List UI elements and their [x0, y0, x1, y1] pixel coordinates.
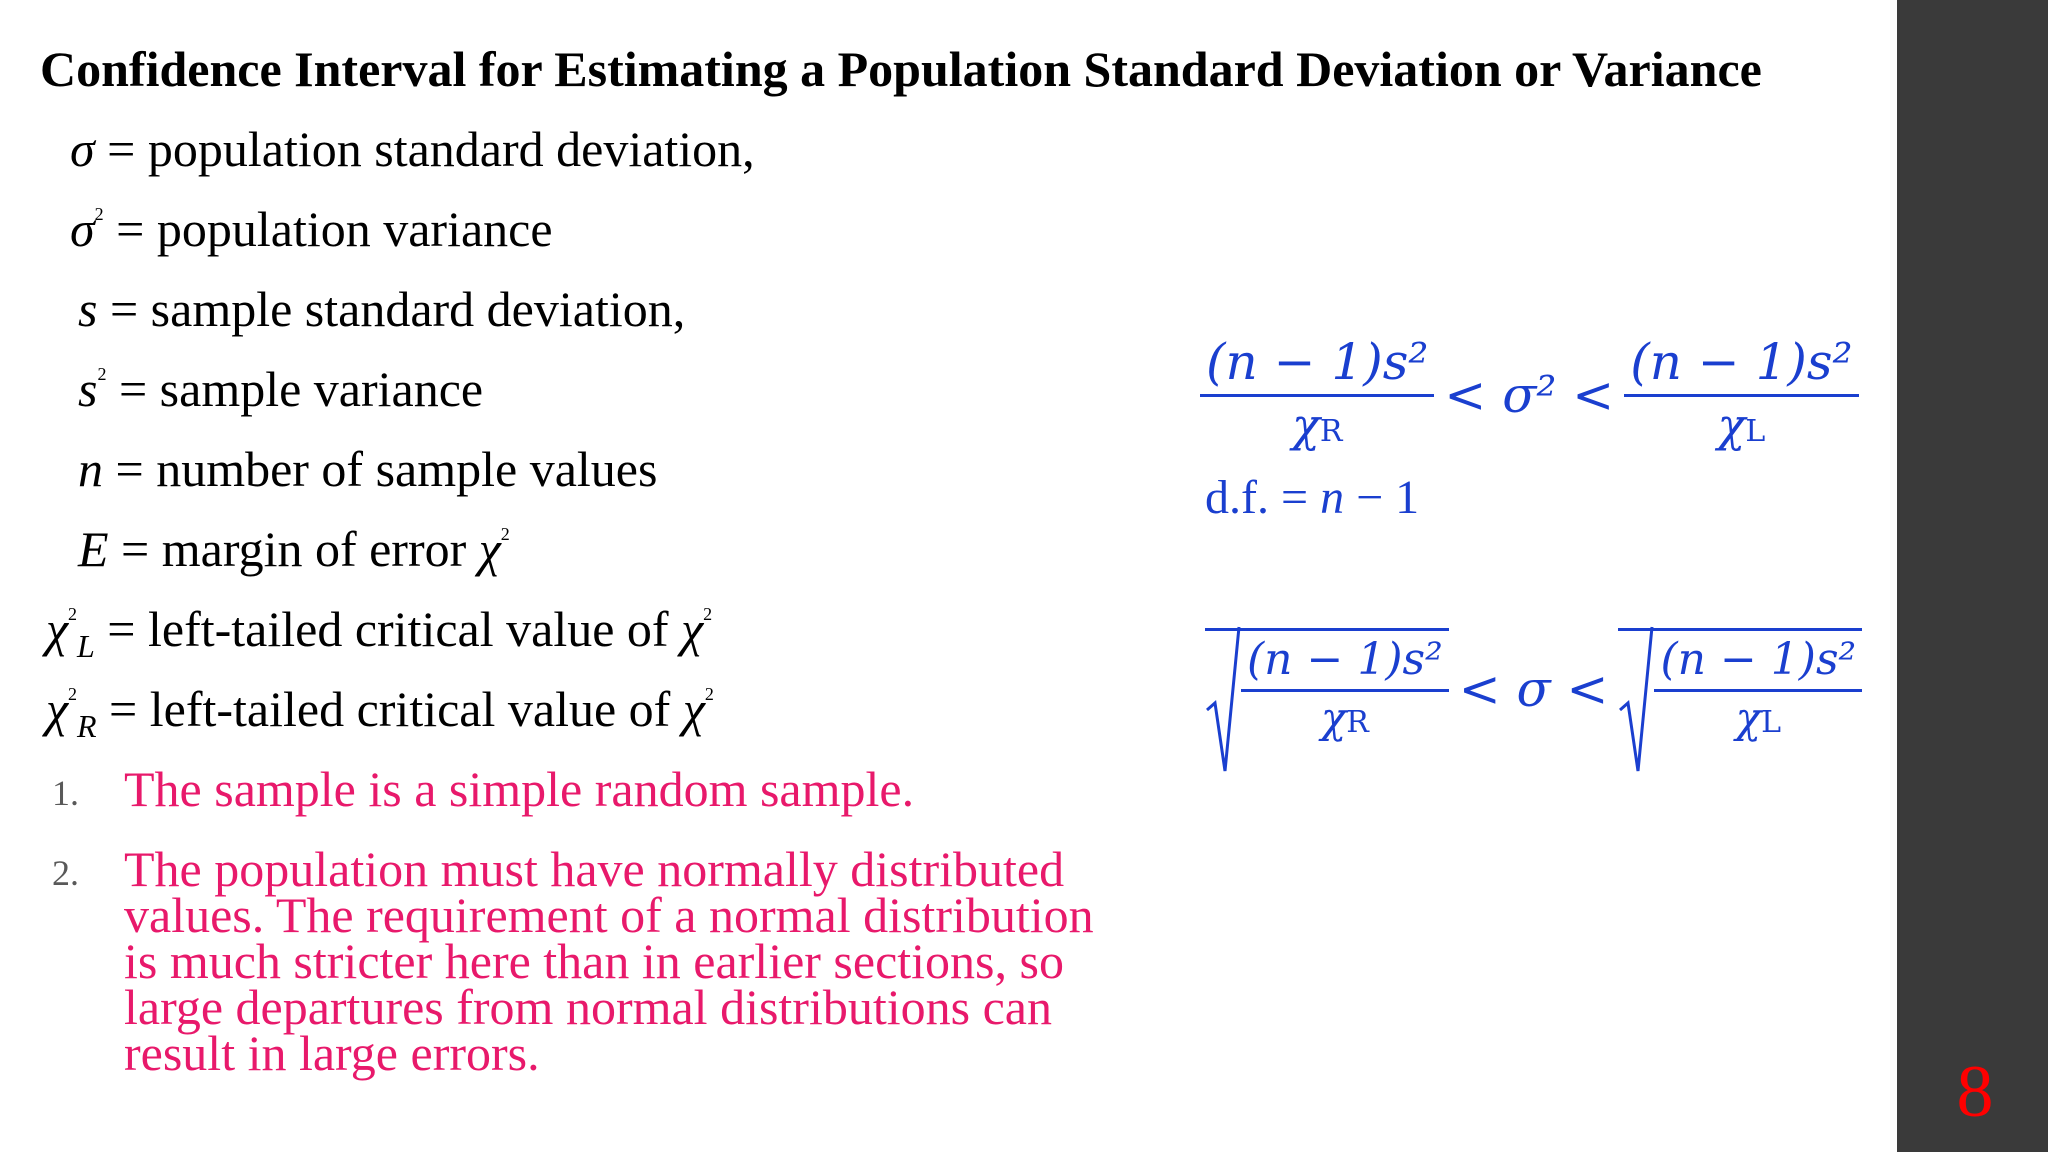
requirement-number: 2. — [52, 853, 79, 893]
def-sup: 2 — [68, 684, 77, 705]
def-sup: 2 — [94, 204, 104, 225]
def-tail-symbol: χ — [478, 521, 501, 577]
def-tail-sup: 2 — [704, 684, 714, 705]
def-text: = number of sample values — [103, 441, 658, 497]
requirement-text: The sample is a simple random sample. — [124, 761, 915, 817]
numerator: (n − 1)s² — [1654, 631, 1862, 692]
square-root — [1205, 628, 1449, 749]
def-symbol: χ — [46, 681, 68, 737]
slide-number: 8 — [1956, 1051, 1994, 1133]
def-symbol: n — [78, 441, 103, 497]
denominator — [1241, 692, 1449, 749]
numerator: (n − 1)s² — [1241, 631, 1449, 692]
df-label: d.f. — [1205, 471, 1269, 524]
inequality: < σ < — [1458, 659, 1609, 718]
def-tail-sup: 2 — [500, 524, 510, 545]
definition-s-squared — [78, 360, 483, 418]
def-sub: L — [77, 628, 95, 664]
def-text: = left-tailed critical value of — [94, 601, 682, 657]
def-sup: 2 — [68, 604, 77, 625]
def-text: = population standard deviation, — [94, 121, 755, 177]
def-symbol: σ — [70, 201, 95, 257]
def-tail-sup: 2 — [703, 604, 713, 625]
numerator: (n − 1)s² — [1200, 330, 1434, 397]
chi-symbol: χ — [1735, 693, 1762, 742]
sqrt-icon — [1618, 625, 1654, 775]
definition-chi-left — [46, 600, 712, 665]
numerator: (n − 1)s² — [1624, 330, 1858, 397]
fraction — [1654, 631, 1862, 749]
df-equals: = — [1268, 471, 1321, 524]
square-root — [1618, 628, 1862, 749]
fraction — [1624, 330, 1858, 460]
def-symbol: s — [78, 281, 98, 337]
denominator — [1624, 397, 1858, 460]
definition-e — [78, 520, 510, 578]
def-text: = sample variance — [106, 361, 484, 417]
denominator — [1200, 397, 1434, 460]
variance-interval-formula — [1200, 330, 1859, 460]
sd-interval-formula — [1205, 628, 1862, 749]
sqrt-icon — [1205, 625, 1241, 775]
chi-symbol: χ — [1291, 398, 1320, 452]
def-text: = population variance — [103, 201, 553, 257]
def-symbol: χ — [46, 601, 68, 657]
definition-sigma-squared — [70, 200, 553, 258]
requirement-line: is much stricter here than in earlier sections, so — [124, 933, 1064, 989]
def-text: = left-tailed critical value of — [96, 681, 683, 737]
def-sup: 2 — [97, 364, 107, 385]
definition-n — [78, 440, 657, 498]
def-symbol: s — [78, 361, 98, 417]
def-sub: R — [77, 708, 97, 744]
requirement-number: 1. — [52, 773, 79, 813]
chi-symbol: χ — [1320, 693, 1347, 742]
chi-subscript: L — [1761, 705, 1781, 740]
fraction — [1241, 631, 1449, 749]
requirement-line: result in large errors. — [124, 1025, 540, 1081]
requirement-line: values. The requirement of a normal distribution — [124, 887, 1094, 943]
fraction — [1200, 330, 1434, 460]
chi-subscript: R — [1346, 705, 1369, 740]
slide-title: Confidence Interval for Estimating a Population Standard Deviation or Variance — [40, 41, 1762, 97]
def-text: = sample standard deviation, — [97, 281, 686, 337]
def-symbol: σ — [70, 121, 95, 177]
definition-s — [78, 280, 685, 338]
definition-chi-right — [46, 680, 714, 745]
requirement-line: The population must have normally distributed — [124, 841, 1065, 897]
requirement-text — [124, 841, 1094, 1081]
slide-sidebar — [1897, 0, 2048, 1152]
def-symbol: E — [78, 521, 109, 577]
denominator — [1654, 692, 1862, 749]
requirement-line: large departures from normal distributions can — [124, 979, 1052, 1035]
chi-subscript: L — [1745, 414, 1766, 449]
inequality: < σ² < — [1444, 366, 1615, 424]
definition-sigma — [70, 120, 755, 178]
def-tail-symbol: χ — [681, 601, 704, 657]
chi-subscript: R — [1319, 414, 1343, 449]
chi-symbol: χ — [1717, 398, 1746, 452]
df-var: n — [1320, 471, 1345, 524]
degrees-of-freedom — [1205, 470, 1419, 525]
def-tail-symbol: χ — [682, 681, 705, 737]
df-rest: − 1 — [1344, 471, 1420, 524]
def-text: = margin of error — [108, 521, 479, 577]
